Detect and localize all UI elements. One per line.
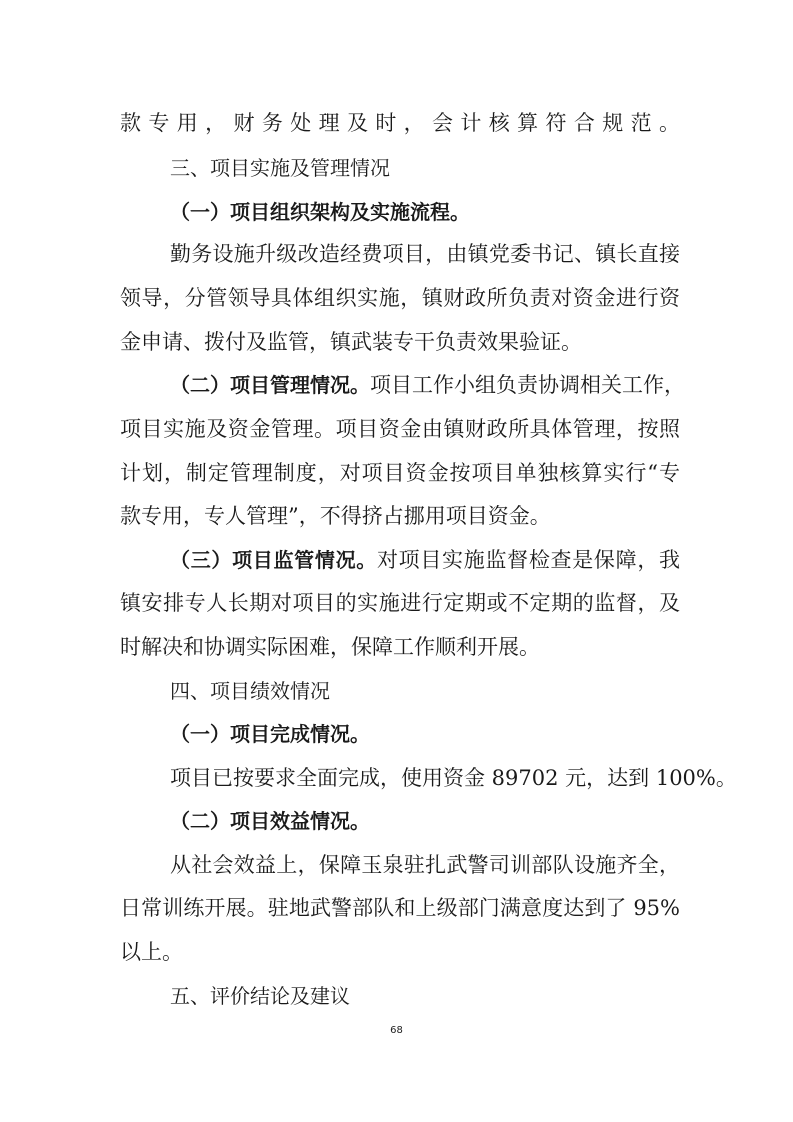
paragraph-line: 项目已按要求全面完成，使用资金 89702 元，达到 100%。 <box>170 766 737 790</box>
paragraph-line: 计划，制定管理制度，对项目资金按项目单独核算实行“专 <box>120 461 680 485</box>
paragraph-text: 项目工作小组负责协调相关工作， <box>370 373 685 397</box>
section-heading-4: 四、项目绩效情况 <box>170 679 330 703</box>
page-number: 68 <box>390 1025 403 1036</box>
subsection-heading-3-3: （三）项目监管情况。 <box>170 548 377 572</box>
paragraph-line: 从社会效益上，保障玉泉驻扎武警司训部队设施齐全， <box>170 853 680 877</box>
paragraph-line: 以上。 <box>120 940 183 964</box>
paragraph-line: 时解决和协调实际困难，保障工作顺利开展。 <box>120 635 540 659</box>
subsection-heading-3-1: （一）项目组织架构及实施流程。 <box>170 200 470 224</box>
paragraph-line: 日常训练开展。驻地武警部队和上级部门满意度达到了 95% <box>120 896 680 920</box>
paragraph-line-with-heading <box>170 365 685 405</box>
section-heading-5: 五、评价结论及建议 <box>170 984 350 1008</box>
subsection-heading-4-1: （一）项目完成情况。 <box>170 722 370 746</box>
paragraph-line: 勤务设施升级改造经费项目，由镇党委书记、镇长直接 <box>170 242 680 266</box>
paragraph-line-with-heading <box>170 540 680 580</box>
paragraph-text: 对项目实施监督检查是保障，我 <box>376 548 681 572</box>
paragraph-line: 金申请、拨付及监管，镇武装专干负责效果验证。 <box>120 330 582 354</box>
paragraph-line: 镇安排专人长期对项目的实施进行定期或不定期的监督，及 <box>120 591 680 615</box>
section-heading-3: 三、项目实施及管理情况 <box>170 156 390 180</box>
subsection-heading-3-2: （二）项目管理情况。 <box>170 373 370 397</box>
paragraph-line: 领导，分管领导具体组织实施，镇财政所负责对资金进行资 <box>120 286 680 310</box>
paragraph-line: 款专用，财务处理及时，会计核算符合规范。 <box>120 111 680 135</box>
paragraph-line: 款专用，专人管理”，不得挤占挪用项目资金。 <box>120 504 551 528</box>
paragraph-line: 项目实施及资金管理。项目资金由镇财政所具体管理，按照 <box>120 417 680 441</box>
subsection-heading-4-2: （二）项目效益情况。 <box>170 809 370 833</box>
